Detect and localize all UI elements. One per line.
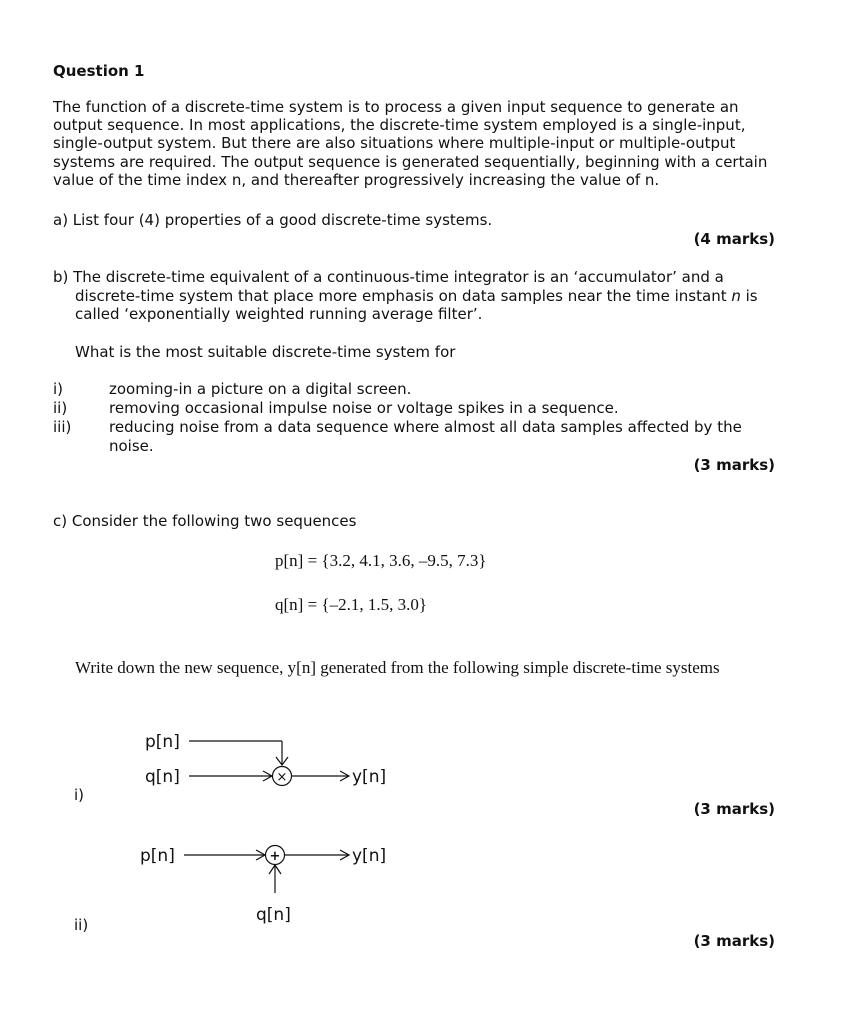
question-title: Question 1 (53, 62, 145, 80)
part-b-line2-var: n (731, 287, 741, 305)
part-c-instruction: Write down the new sequence, y[n] generated from the following simple discrete-time systems (75, 658, 720, 677)
item-num: iii) (53, 418, 72, 436)
intro-line: value of the time index n, and thereafter progressively increasing the value of n. (53, 170, 660, 189)
item-text: reducing noise from a data sequence where almost all data samples affected by the (109, 418, 742, 436)
system-i-marks: (3 marks) (693, 800, 775, 818)
part-b-line2-post: is (740, 287, 758, 305)
intro-line: single-output system. But there are also situations where multiple-input or multiple-output (53, 134, 736, 153)
system-i-label: i) (74, 786, 85, 804)
input-p-label: p[n] (145, 732, 180, 752)
system-ii-label: ii) (74, 916, 89, 934)
input-q-label: q[n] (145, 767, 180, 787)
item-text: zooming-in a picture on a digital screen. (109, 380, 412, 398)
part-b-line2-pre: discrete-time system that place more emphasis on data samples near the time instant (75, 287, 732, 305)
part-a-text: a) List four (4) properties of a good discrete-time systems. (53, 211, 493, 229)
intro-line: output sequence. In most applications, the discrete-time system employed is a single-input, (53, 116, 746, 135)
output-y-label: y[n] (352, 767, 387, 787)
item-text-cont: noise. (109, 437, 154, 455)
multiplier-diagram (145, 732, 386, 787)
part-b-marks: (3 marks) (693, 456, 775, 474)
input-p-label: p[n] (140, 846, 175, 866)
item-text: removing occasional impulse noise or voltage spikes in a sequence. (109, 399, 619, 417)
p-sequence: p[n] = {3.2, 4.1, 3.6, –9.5, 7.3} (275, 551, 487, 570)
part-a-marks: (4 marks) (693, 230, 775, 248)
multiply-symbol: × (276, 770, 288, 785)
output-y-label: y[n] (352, 846, 387, 866)
part-b-line3: called ‘exponentially weighted running average filter’. (75, 305, 483, 323)
item-num: ii) (53, 399, 68, 417)
part-b-question: What is the most suitable discrete-time system for (75, 343, 456, 361)
part-b-line1: b) The discrete-time equivalent of a continuous-time integrator is an ‘accumulator’ and a (53, 268, 724, 286)
intro-line: systems are required. The output sequence is generated sequentially, beginning with a certain (53, 152, 768, 171)
part-c-intro: c) Consider the following two sequences (53, 512, 357, 530)
input-q-label: q[n] (256, 905, 291, 925)
plus-symbol: + (269, 849, 281, 864)
intro-line: The function of a discrete-time system is to process a given input sequence to generate an (53, 98, 739, 116)
item-num: i) (53, 380, 64, 398)
q-sequence: q[n] = {–2.1, 1.5, 3.0} (275, 595, 427, 614)
system-ii-marks: (3 marks) (693, 932, 775, 950)
adder-diagram (140, 846, 386, 926)
